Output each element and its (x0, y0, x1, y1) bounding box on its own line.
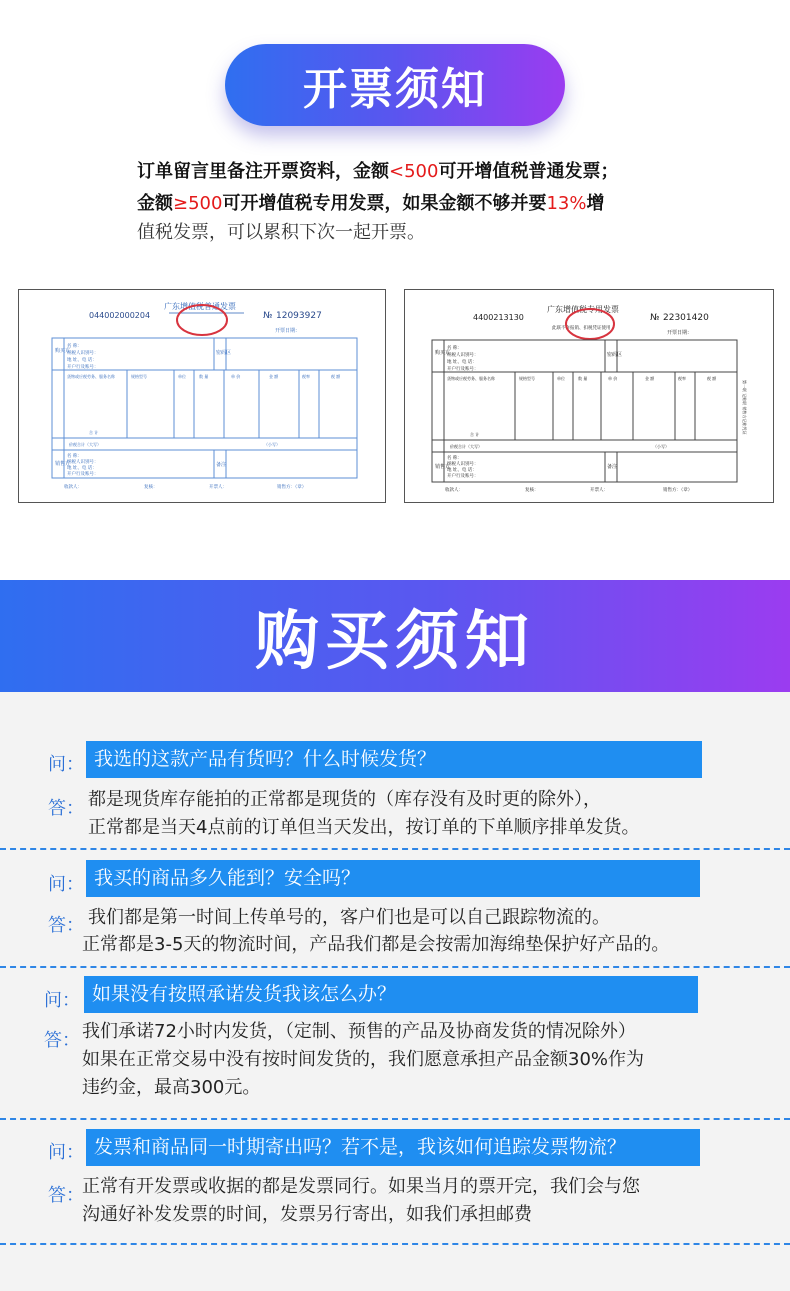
column-header: 单位 (178, 374, 186, 379)
purchase-notice-title: 购买须知 (255, 605, 535, 679)
column-header: 规格型号 (519, 376, 535, 381)
column-header: 金 额 (269, 374, 279, 379)
tax-total-label: 价税合计（大写） (450, 444, 482, 449)
answer-label: 答： (48, 798, 84, 819)
small-amount-label: （小写） (264, 442, 280, 447)
total-label: 合 计 (470, 432, 480, 437)
faq-divider (0, 1118, 790, 1120)
answer-3-line-2: 如果在正常交易中没有按时间发货的，我们愿意承担产品金额30%作为 (82, 1049, 645, 1070)
buyer-field: 开户行及账号： (447, 367, 479, 372)
cipher-label: 密码区 (216, 350, 232, 356)
column-header: 税率 (678, 376, 686, 381)
column-header: 税率 (302, 374, 310, 379)
invoice-code: 044002000204 (89, 311, 151, 320)
question-3: 如果没有按照承诺发货我该怎么办？ (84, 976, 698, 1013)
ordinary-invoice-image (18, 289, 386, 503)
buyer-field: 地 址、电 话： (447, 360, 477, 365)
invoice-note-line-3: 值税发票，可以累积下次一起开票。 (137, 222, 425, 243)
answer-1-line-1: 都是现货库存能拍的正常都是现货的（库存没有及时更的除外）， (88, 789, 601, 810)
seller-field: 纳税人识别号： (447, 462, 479, 467)
question-label: 问： (48, 754, 84, 775)
question-1: 我选的这款产品有货吗？什么时候发货？ (86, 741, 702, 778)
buyer-field: 地 址、电 话： (67, 358, 97, 363)
column-header: 货物或应税劳务、服务名称 (67, 374, 115, 379)
invoice-number: 22301420 (663, 313, 709, 323)
buyer-field: 纳税人识别号： (67, 351, 99, 356)
seller-label: 销售方 (435, 464, 451, 470)
invoice-notice-title: 开票须知 (303, 64, 487, 115)
faq-divider (0, 966, 790, 968)
footer-field: 复核： (144, 485, 158, 490)
invoice-no-mark: № (263, 311, 273, 321)
buyer-field: 名 称： (447, 346, 462, 351)
footer-field: 销售方：（章） (663, 488, 693, 493)
buyer-field: 名 称： (67, 344, 82, 349)
invoice-no-mark: № (650, 313, 660, 323)
remark-label: 备注 (607, 464, 618, 470)
seller-label: 销售方 (55, 461, 71, 467)
column-header: 数 量 (199, 374, 209, 379)
footer-field: 销售方：（章） (277, 485, 307, 490)
cipher-label: 密码区 (607, 352, 623, 358)
seller-field: 纳税人识别号： (67, 460, 99, 465)
invoice-subtitle: 此联不作报销、扣税凭证使用 (552, 326, 611, 331)
question-4: 发票和商品同一时期寄出吗？若不是，我该如何追踪发票物流？ (86, 1129, 700, 1166)
footer-field: 收款人： (64, 485, 82, 490)
answer-3-line-3: 违约金，最高300元。 (82, 1077, 261, 1098)
column-header: 单位 (557, 376, 565, 381)
invoice-date-label: 开票日期： (275, 328, 301, 334)
seller-field: 地 址、电 话： (447, 468, 477, 473)
invoice-title: 广东增值税专用发票 (547, 305, 619, 314)
faq-divider (0, 1243, 790, 1245)
invoice-date-label: 开票日期： (667, 330, 693, 336)
question-label: 问： (44, 990, 80, 1011)
question-2: 我买的商品多久能到？安全吗？ (86, 860, 700, 897)
column-header: 税 额 (707, 376, 717, 381)
buyer-field: 开户行及账号： (67, 365, 99, 370)
column-header: 单 价 (231, 374, 241, 379)
invoice-notice-title-pill (225, 44, 565, 126)
column-header: 税 额 (331, 374, 341, 379)
invoice-side-note: 第一联 记账联 销售方记账凭证 (742, 380, 747, 435)
column-header: 单 价 (608, 376, 618, 381)
special-invoice-image (404, 289, 774, 503)
seller-field: 地 址、电 话： (67, 466, 97, 471)
buyer-label: 购买方 (435, 350, 451, 356)
purchase-notice-banner (0, 580, 790, 692)
answer-3-line-1: 我们承诺72小时内发货，（定制、预售的产品及协商发货的情况除外） (82, 1021, 636, 1042)
answer-label: 答： (48, 1185, 84, 1206)
column-header: 规格型号 (131, 374, 147, 379)
answer-2-line-1: 我们都是第一时间上传单号的，客户们也是可以自己跟踪物流的。 (88, 907, 610, 928)
tax-total-label: 价税合计（大写） (69, 442, 101, 447)
question-label: 问： (48, 1142, 84, 1163)
buyer-label: 购买方 (55, 348, 71, 354)
small-amount-label: （小写） (653, 444, 669, 449)
column-header: 货物或应税劳务、服务名称 (447, 376, 495, 381)
answer-4-line-1: 正常有开发票或收据的都是发票同行。如果当月的票开完，我们会与您 (82, 1176, 640, 1197)
footer-field: 开票人： (209, 485, 227, 490)
footer-field: 开票人： (590, 488, 608, 493)
seller-field: 名 称： (447, 456, 462, 461)
column-header: 数 量 (578, 376, 588, 381)
invoice-title: 广东增值税普通发票 (164, 302, 236, 311)
answer-2-line-2: 正常都是3-5天的物流时间，产品我们都是会按需加海绵垫保护好产品的。 (82, 934, 670, 955)
question-label: 问： (48, 874, 84, 895)
footer-field: 收款人： (445, 488, 463, 493)
buyer-field: 纳税人识别号： (447, 353, 479, 358)
footer-field: 复核： (525, 488, 539, 493)
answer-label: 答： (48, 915, 84, 936)
invoice-code: 4400213130 (473, 313, 524, 322)
answer-4-line-2: 沟通好补发发票的时间，发票另行寄出，如我们承担邮费 (82, 1204, 532, 1225)
invoice-note-line-1: 订单留言里备注开票资料，金额<500可开增值税普通发票； (137, 161, 619, 182)
seller-field: 开户行及账号： (447, 474, 479, 479)
answer-label: 答： (44, 1030, 80, 1051)
total-label: 合 计 (89, 430, 99, 435)
faq-divider (0, 848, 790, 850)
seller-field: 名 称： (67, 454, 82, 459)
answer-1-line-2: 正常都是当天4点前的订单但当天发出，按订单的下单顺序排单发货。 (88, 817, 640, 838)
seller-field: 开户行及账号： (67, 472, 99, 477)
invoice-number: 12093927 (276, 311, 322, 321)
column-header: 金 额 (645, 376, 655, 381)
remark-label: 备注 (216, 462, 227, 468)
invoice-note-line-2: 金额≥500可开增值税专用发票，如果金额不够并要13%增 (137, 193, 605, 214)
